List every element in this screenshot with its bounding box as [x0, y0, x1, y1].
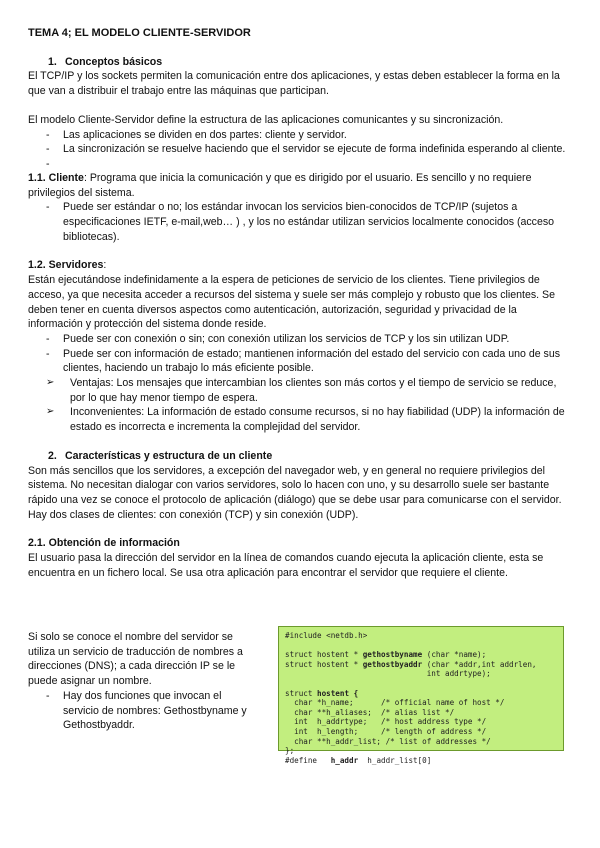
sub-list-item: ➢ Ventajas: Los mensajes que intercambian los clientes son más cortos y el tiempo de servicio se reduce, por lo que hay menor tiempo de espera.	[46, 377, 557, 404]
section-2-paragraph-2: Hay dos clases de clientes: con conexión (TCP) y sin conexión (UDP).	[28, 508, 359, 521]
list-item: - Puede ser estándar o no; los estándar invocan los servicios bien-conocidos de TCP/IP (sujetos a especificaciones IETF, e-mail,web… ) , y los no estándar utilizan servicios localmente conocidos (acceso bibliotecas).	[28, 200, 574, 244]
document-title: TEMA 4; EL MODELO CLIENTE-SERVIDOR	[28, 27, 251, 39]
section-1-paragraph-1: El TCP/IP y los sockets permiten la comunicación entre dos aplicaciones, y estas deben establecer la forma en la que van a distribuir el trabajo entre las máquinas que participan.	[28, 70, 560, 98]
arrow-bullet-icon: ➢	[46, 406, 55, 418]
section-1-1-list	[28, 200, 574, 244]
dns-paragraph: Si solo se conoce el nombre del servidor se utiliza un servicio de traducción de nombres a direcciones (DNS); a cada dirección IP se le puede asignar un nombre.	[28, 631, 243, 688]
dns-list	[28, 689, 256, 733]
code-line: struct hostent * gethostbyaddr (char *addr,int addrlen,	[285, 659, 537, 669]
list-item: - Hay dos funciones que invocan el servicio de nombres: Gethostbyname y Gethostbyaddr.	[28, 689, 256, 733]
code-line: struct hostent {	[285, 688, 359, 698]
section-1-2-list	[28, 332, 574, 376]
list-item: - Puede ser con información de estado; mantienen información del estado del servicio con cada uno de sus clientes, haciendo un trabajo lo más eficiente posible.	[28, 347, 574, 376]
section-2-1-heading: 2.1. Obtención de información	[28, 537, 180, 550]
code-block	[278, 626, 564, 765]
list-item: - Las aplicaciones se dividen en dos partes: cliente y servidor.	[28, 128, 574, 143]
code-line: #define h_addr h_addr_list[0]	[285, 755, 432, 765]
code-line: int addrtype);	[285, 669, 491, 679]
code-line: char **h_aliases; /* alias list */	[285, 707, 455, 717]
section-1-2-colon: :	[103, 259, 107, 272]
section-1-number: 1.	[48, 55, 57, 68]
section-1-heading	[48, 55, 574, 70]
section-2-title: Características y estructura de un cliente	[64, 449, 273, 462]
sub-list-item: ➢ Inconvenientes: La información de estado consume recursos, si no hay fiabilidad (UDP) la información de estado es incorrecta e incrementa la complejidad del servidor.	[46, 406, 565, 434]
list-item: - Puede ser con conexión o sin; con conexión utilizan los servicios de TCP y los sin utilizan UDP.	[28, 332, 574, 347]
empty-dash: -	[46, 157, 50, 170]
code-line: };	[285, 746, 295, 756]
section-2-heading	[48, 449, 574, 464]
section-2-1-paragraph: El usuario pasa la dirección del servidor en la línea de comandos cuando ejecuta la aplicación cliente, esta se encuentra en un fichero local. Se usa otra aplicación para encontrar el servidor que requiere el cliente.	[28, 552, 544, 579]
section-1-1-paragraph	[28, 171, 574, 200]
section-2-paragraph-1: Son más sencillos que los servidores, a excepción del navegador web, y en general no requiere privilegios del sistema. No necesitan dialogar con varios servidores, solo lo hacen con uno, y su desarrollo suele ser bastante rápido una vez se conoce el protocolo de aplicación (diálogo) que se debe usar para comunicarse con el servidor.	[28, 464, 562, 506]
code-line: char **h_addr_list; /* list of addresses */	[285, 736, 491, 746]
arrow-bullet-icon: ➢	[46, 377, 55, 389]
code-line: int h_addrtype; /* host address type */	[285, 717, 487, 727]
list-item: - La sincronización se resuelve haciendo que el servidor se ejecute de forma indefinida esperando al cliente.	[28, 142, 574, 157]
section-2-number: 2.	[48, 449, 57, 462]
section-1-list	[28, 128, 574, 157]
section-1-paragraph-2: El modelo Cliente-Servidor define la estructura de las aplicaciones comunicantes y su sincronización.	[28, 113, 504, 126]
section-1-2-paragraph: Están ejecutándose indefinidamente a la espera de peticiones de servicio de los clientes. Tiene privilegios de acceso, ya que necesita acceder a recursos del sistema y suele ser más complejo y robusto que los clientes. Se deben tener en cuenta diversos aspectos como autenticación, autorización, seguridad y privacidad de la información y protección del sistema donde reside.	[28, 274, 556, 331]
section-1-2-label: 1.2. Servidores	[28, 259, 104, 272]
document-page	[28, 26, 574, 581]
code-line: struct hostent * gethostbyname (char *name);	[285, 650, 487, 660]
code-line: char *h_name; /* official name of host */	[285, 698, 505, 708]
section-1-2-sublist	[28, 376, 574, 435]
code-line: int h_length; /* length of address */	[285, 726, 487, 736]
section-1-1-text: : Programa que inicia la comunicación y que es dirigido por el usuario. Es sencillo y no requiere privilegios del sistema.	[28, 171, 532, 199]
section-1-2-heading	[28, 258, 574, 273]
code-line: #include <netdb.h>	[285, 631, 368, 640]
section-1-title: Conceptos básicos	[64, 55, 163, 68]
section-1-1-label: 1.1. Cliente	[28, 171, 84, 184]
dns-text-column	[28, 630, 256, 733]
